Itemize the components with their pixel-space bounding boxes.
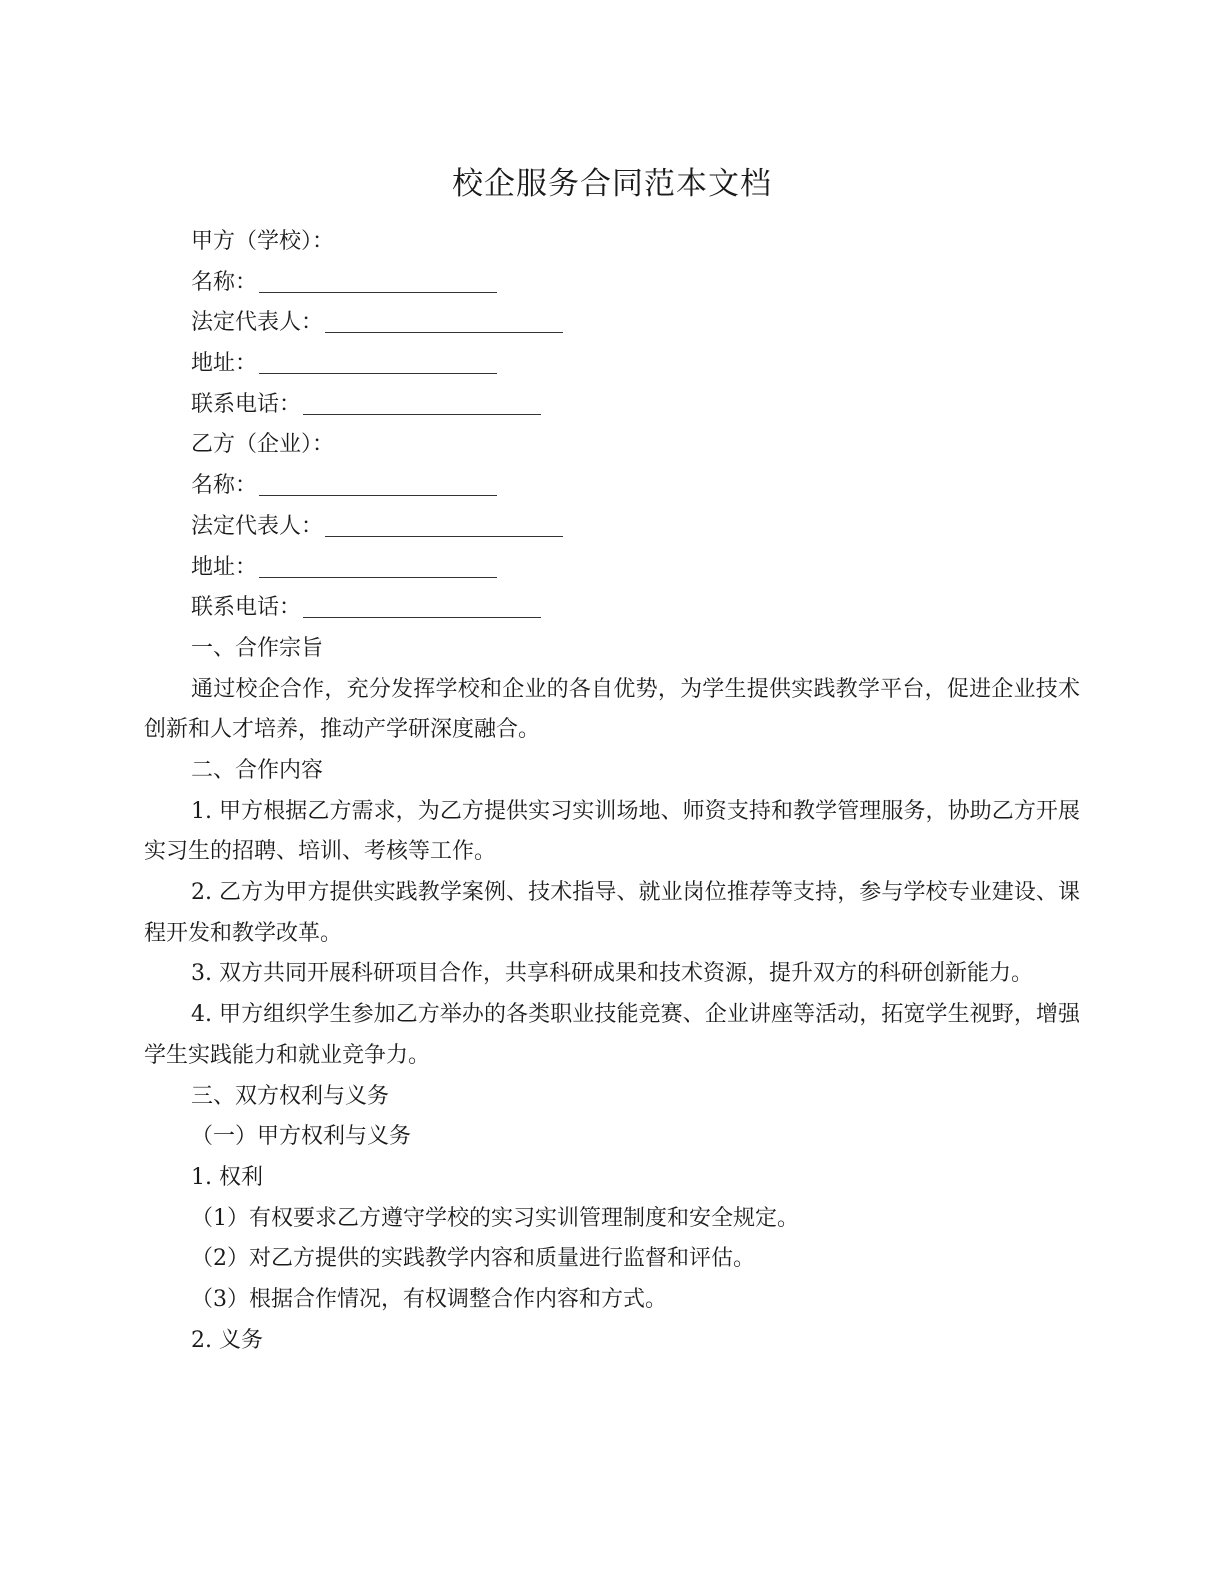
field-label: 地址： [191, 351, 258, 377]
rights-heading: 1. 权利 [191, 1164, 263, 1190]
field-label: 联系电话： [191, 595, 302, 621]
duties-heading: 2. 义务 [191, 1327, 263, 1353]
party-a-representative-field [144, 303, 1080, 344]
list-item: （1）有权要求乙方遵守学校的实习实训管理制度和安全规定。 [191, 1205, 799, 1231]
fill-blank [303, 591, 541, 618]
fill-blank [259, 469, 497, 496]
field-label: 法定代表人： [191, 310, 324, 336]
section-heading: 三、双方权利与义务 [191, 1083, 390, 1109]
party-b-address-field [144, 548, 1080, 589]
field-label: 法定代表人： [191, 513, 324, 539]
list-item: （2）对乙方提供的实践教学内容和质量进行监督和评估。 [191, 1246, 755, 1272]
fill-blank [303, 388, 541, 415]
party-b-name-field [144, 466, 1080, 507]
party-a-address-field [144, 344, 1080, 385]
list-item: 2. 乙方为甲方提供实践教学案例、技术指导、就业岗位推荐等支持，参与学校专业建设、课程开发和教学改革。 [144, 880, 1080, 946]
list-item: 1. 甲方根据乙方需求，为乙方提供实习实训场地、师资支持和教学管理服务，协助乙方开展实习生的招聘、培训、考核等工作。 [144, 798, 1080, 865]
party-b-phone-field [144, 588, 1080, 629]
party-a-phone-field [144, 385, 1080, 426]
fill-blank [325, 306, 563, 333]
subsection-heading: （一）甲方权利与义务 [191, 1124, 412, 1150]
document-body [144, 222, 1080, 1361]
list-item: 3. 双方共同开展科研项目合作，共享科研成果和技术资源，提升双方的科研创新能力。 [191, 961, 1033, 987]
field-label: 名称： [191, 269, 258, 295]
party-a-heading: 甲方（学校）： [191, 229, 335, 254]
list-item: （3）根据合作情况，有权调整合作内容和方式。 [191, 1287, 667, 1313]
section-heading: 一、合作宗旨 [191, 635, 324, 661]
section-paragraph: 通过校企合作，充分发挥学校和企业的各自优势，为学生提供实践教学平台，促进企业技术创新和人才培养，推动产学研深度融合。 [144, 676, 1080, 743]
fill-blank [259, 347, 497, 374]
field-label: 地址： [191, 554, 258, 580]
fill-blank [325, 510, 563, 537]
document-title: 校企服务合同范本文档 [452, 166, 772, 202]
field-label: 联系电话： [191, 391, 302, 417]
fill-blank [259, 551, 497, 578]
party-b-representative-field [144, 507, 1080, 548]
fill-blank [259, 266, 497, 293]
party-b-heading: 乙方（企业）： [191, 432, 335, 458]
list-item: 4. 甲方组织学生参加乙方举办的各类职业技能竞赛、企业讲座等活动，拓宽学生视野，增强学生实践能力和就业竞争力。 [144, 1002, 1080, 1068]
field-label: 名称： [191, 473, 258, 499]
section-heading: 二、合作内容 [191, 757, 324, 783]
party-a-name-field [144, 263, 1080, 304]
